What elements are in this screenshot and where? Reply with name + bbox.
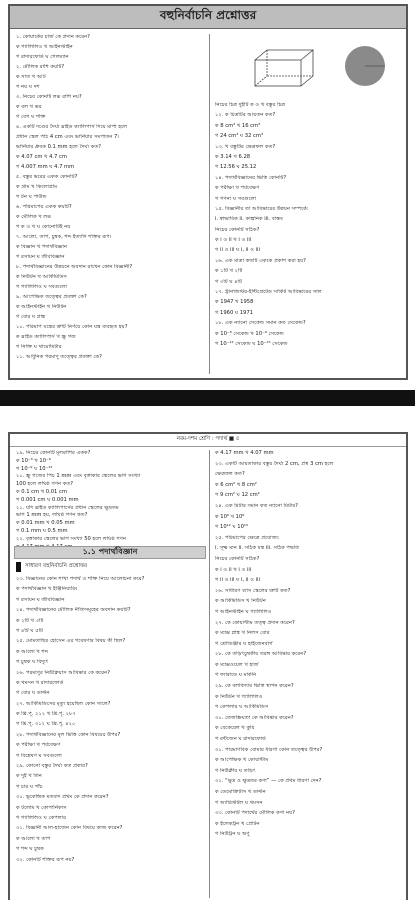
question-line: ক 4.17 mm খ 4.07 mm — [215, 450, 274, 456]
question-line: ২৪. এক মিটার সমান কত ন্যানো মিটার? — [215, 502, 298, 509]
question-line: ৬. পরিমাপের একক কয়টি? — [16, 204, 72, 210]
question-line: ক আলো খ শব্দ — [16, 648, 49, 655]
question-line: ক স্লাইড ক্যালিপার্স খ স্ক্রু গজ — [16, 334, 76, 340]
question-line: ১৩. খ বস্তুটির ক্ষেত্রফল কত? — [215, 143, 276, 150]
question-line: ভাগ 1 mm হয়, লঘিষ্ঠ গণন কত? — [16, 512, 88, 519]
question-line: গ নয় ঘ দশ — [16, 84, 40, 90]
question-line: গ ii ও iii ঘ i, ii ও iii — [215, 247, 260, 254]
question-line: ১২. ক চিত্রটির আয়তন কত? — [215, 112, 276, 119]
question-line: 100 হলে লঘিষ্ঠ গণন কত? — [16, 481, 74, 488]
left-question-column — [16, 34, 204, 364]
question-line: গ নিউক্লীয় ঘ তড়িৎ — [215, 767, 256, 774]
subsection-label — [16, 562, 206, 572]
question-line: ক পরীক্ষা খ পর্যবেক্ষণ — [16, 742, 61, 749]
question-line: ২৯. কোনো বস্তুর দৈর্ঘ্য কত প্রকার? — [16, 763, 88, 770]
question-line: গ ফ্যারাডে ঘ মার্কনি — [215, 672, 257, 679]
question-line: ৩৩. কোনটি পদার্থের মৌলিক কণা নয়? — [215, 810, 295, 817]
question-line: ১১. আধুনিক পরমাণু তত্ত্বের প্রবক্তা কে? — [16, 354, 102, 360]
question-line: ক 10⁶ খ 10⁹ — [215, 513, 245, 520]
question-line: ২৮. পদার্থবিজ্ঞানের মূল ভিত্তি কোন বিষয়ের উপর? — [16, 731, 121, 738]
right-question-column — [215, 102, 403, 351]
question-line: ১৯. নিচের কোনটি মূলরাশির একক? — [16, 450, 91, 456]
left-top-question-column — [16, 450, 204, 551]
column-divider — [209, 450, 210, 898]
question-line: ক 10⁻³ খ 10⁻⁶ — [16, 457, 51, 464]
question-line: ক আর্কিমিডিস খ নিউটন — [215, 598, 266, 605]
question-line: ক ম্যাক্সওয়েল খ হার্জ — [215, 661, 259, 668]
question-line: ২. মৌলিক রাশি কয়টি? — [16, 64, 65, 70]
question-line: i. স্বাভাবিক ii. কাল্পনিক iii. বাস্তব — [215, 216, 283, 223]
question-line: ক বেকেরেল খ কুরি — [215, 725, 255, 732]
question-line: ৩১. বিজ্ঞানী আল-হাজেন কোন বিষয়ে কাজ করেন? — [16, 825, 123, 832]
page-separator — [0, 390, 415, 406]
question-line: ক 3.14 খ 6.28 — [215, 153, 251, 160]
question-line: ক আলো খ তাপ — [16, 835, 51, 842]
question-line: ক 10⁻⁶ সেকেন্ড খ 10⁻⁹ সেকেন্ড — [215, 330, 284, 337]
question-line: ক i ও ii খ i ও iii — [215, 566, 252, 573]
question-line: গ খ্রি.পূ. ৩১২ ঘ খ্রি.পূ. ৪২০ — [16, 721, 76, 728]
question-line: ৩০. তেজস্ক্রিয়তা কে আবিষ্কার করেন? — [215, 714, 294, 721]
question-line: ক i ও ii খ i ও iii — [215, 237, 252, 244]
question-line: গ শ্রোডিঞ্জার ঘ হাইজেনবার্গ — [215, 640, 273, 647]
question-line: ২৪. পদার্থবিজ্ঞানের মৌলিক নীতিসমূহের অবদান কয়টি? — [16, 607, 131, 614]
question-line: গ শব্দ ঘ চুম্বক — [16, 846, 44, 853]
question-line: গ বোর ঘ প্লাঙ্ক — [16, 314, 46, 320]
section-band: ১.১ পদার্থবিজ্ঞান — [14, 546, 206, 559]
question-line: ২৫. মোমতাছির হোসেন এর গবেষণার বিষয় কী ছিল? — [16, 638, 126, 645]
column-divider — [209, 34, 210, 374]
question-line: ৪. একটি দণ্ডের দৈর্ঘ্য স্লাইড ক্যালিপার্স দিয়ে মাপা হলে — [16, 124, 128, 130]
question-line: ২৬. পরমাণুর নিউক্লিয়াস আবিষ্কার কে করেন? — [16, 669, 110, 676]
question-line: গ বেগ ঘ শক্তি — [16, 114, 46, 120]
question-line: ৩২. “ক্ষুদ্র ও ক্ষুদ্রতর কণা” — কে প্রথম ধারণা দেন? — [215, 778, 322, 785]
question-line: ক গ্রাম খ কিলোগ্রাম — [16, 184, 58, 190]
question-line: গ বোর ঘ ডাল্টন — [16, 690, 50, 697]
question-line: গ নিক্তি ঘ থামোমিটার — [16, 344, 62, 350]
question-line: ক আইনস্টাইন খ নিউটন — [16, 304, 67, 310]
question-line: গ রসায়ন ঘ জীববিজ্ঞান — [16, 596, 65, 603]
question-line: ক দুই খ তিন — [16, 773, 42, 780]
question-line: ক টলেমি খ কোপার্নিকাস — [16, 804, 67, 811]
question-line: ২৩. একটি আয়তাকার বস্তুর দৈর্ঘ্য 2 cm, প্রস্থ 3 cm হলে — [215, 460, 334, 467]
question-line: ২৩. বিজ্ঞানের কোন শাখা পদার্থ ও শক্তি নিয়ে আলোচনা করে? — [16, 576, 145, 582]
question-line: প্রধান স্কেল পাঠ 4 cm এবং ভার্নিয়ার সমপাতন 7। — [16, 134, 120, 140]
question-line: ক নিউটন খ গ্যালিলিও — [215, 693, 263, 700]
question-line: ক পদার্থবিজ্ঞান খ ইঞ্জিনিয়ারিং — [16, 586, 78, 593]
question-line: ২০. স্ক্রু গজের পিচ 1 mm এবং বৃত্তাকার স্কেলের ভাগ সংখ্যা — [16, 473, 141, 480]
question-line: গ টন ঘ পাউন্ড — [16, 194, 47, 200]
question-line: গ 10¹² ঘ 10¹⁵ — [215, 524, 249, 531]
question-line: ক বল খ ভর — [16, 104, 42, 110]
question-line: ক ডেমোক্রিটাস খ ডাল্টন — [215, 789, 266, 795]
question-line: ক ইলেকট্রন খ প্রোটন — [215, 820, 260, 827]
figure-cuboid-and-circle — [215, 42, 403, 98]
question-line: ক 8 cm³ খ 16 cm³ — [215, 122, 261, 129]
question-line: ক্ষেত্রফল কত? — [215, 471, 245, 478]
question-line: গ 12.56 ঘ 25.12 — [215, 164, 257, 171]
question-line: ১৫. বিজ্ঞানীর তা আবিষ্কারের উন্নয়ন সম্পর্কে: — [215, 205, 309, 212]
question-line: গ গ্যালিলিও ঘ কেপলার — [16, 814, 66, 821]
question-line: i. সূক্ষ্ম মান ii. সঠিক যন্ত্র iii. সঠিক পদ্ধতি — [215, 545, 300, 552]
question-line: গ চার ঘ পাঁচ — [16, 783, 43, 790]
question-line: ১৪. পদার্থবিজ্ঞানের ভিত্তি কোনটি? — [215, 174, 287, 181]
question-line: ২৭. আর্কিমিডিসের মৃত্যু হয়েছিল কোন সালে? — [16, 700, 111, 707]
question-line: ক পরীক্ষা খ পর্যবেক্ষণ — [215, 185, 260, 192]
question-line: নিচের চিত্র দুইটি ক ও খ বস্তুর চিত্র — [215, 102, 286, 108]
question-line: ২৫. পরিমাপের ক্ষেত্রে প্রযোজ্য: — [215, 534, 280, 541]
question-line: ১৭. ট্রানজিস্টর-ইন্টিগ্রেটেড সার্কিট আবিষ্কারের সাল — [215, 289, 322, 296]
section-banner: বহুনির্বাচনি প্রশ্নোত্তর — [10, 6, 406, 29]
question-line: গ অ্যারিস্টটল ঘ থমসন — [215, 799, 263, 806]
question-line: গ ৪টি ঘ ৫টি — [16, 627, 43, 634]
question-line: ক গ্যালিলিও খ আইনস্টাইন — [16, 44, 73, 50]
question-line: ২২. বৃত্তাকার স্কেলের ভাগ সংখ্যা 50 হলে লঘিষ্ঠ গণন — [16, 535, 127, 542]
question-line: গ গ্যালিলিও ঘ সবগুলো — [16, 284, 67, 290]
question-line: ৩০. ভূকেন্দ্রিক মতবাদ প্রথম কে প্রদান করেন? — [16, 794, 109, 801]
question-line: গ 10⁻¹² সেকেন্ড ঘ 10⁻¹⁵ সেকেন্ড — [215, 340, 288, 347]
question-line: ১০. পরিমাপ যন্ত্রের ত্রুটি নির্ণয়ে কোন যন্ত্র ব্যবহৃত হয়? — [16, 324, 128, 330]
question-line: ক আপেক্ষিক খ কোয়ান্টাম — [215, 757, 269, 764]
subsection-text: সাধারণ বহুনির্বাচনি প্রশ্নোত্তর — [25, 563, 87, 569]
page-header: নবম-দশম শ্রেণি : পদার্থ ■ ৫ — [10, 434, 406, 447]
question-line: নিচের কোনটি সঠিক? — [215, 226, 260, 233]
question-line: গ আইনস্টাইন ঘ গ্যালিলিও — [215, 608, 272, 615]
question-line: ক 6 cm² খ 8 cm² — [215, 481, 257, 488]
question-line: ৭. আলো, তাপ, চুম্বক, শব্দ ইত্যাদি শক্তির রূপ। — [16, 234, 112, 240]
question-line: ক খ্রি.পূ. ২১২ খ খ্রি.পূ. ২৮৭ — [16, 711, 76, 718]
question-line: গ ৩টি ঘ ৪টি — [215, 278, 242, 285]
question-line: ২৯. কে বলবিদ্যার ভিত্তি স্থাপন করেন? — [215, 683, 294, 690]
question-line: গ 10⁻⁹ ঘ 10⁻¹² — [16, 465, 53, 472]
question-line: গ ক ও খ ঘ কোনোটিই নয় — [16, 224, 71, 230]
question-line: ক ম্যাক্স প্লাঙ্ক খ নিলস বোর — [215, 630, 270, 637]
question-line: গ নিউট্রন ঘ অণু — [215, 831, 250, 838]
figure-area — [215, 42, 403, 98]
question-line: ১. কোয়ার্কের চার্জ কে প্রদান করেন? — [16, 34, 90, 40]
question-line: ৩২. কোনটি শক্তির রূপ নয়? — [16, 856, 75, 863]
question-line: গ 0.1 mm ঘ 0.5 mm — [16, 527, 68, 534]
question-line: ৩. নিচের কোনটি লব্ধ রাশি নয়? — [16, 94, 82, 100]
question-line: গ 4.007 mm ঘ 4.7 mm — [16, 164, 75, 170]
question-line: নিচের কোনটি সঠিক? — [215, 555, 260, 562]
question-line: ১৬. এক মাত্রা কতটি এককে প্রকাশ করা হয়? — [215, 257, 306, 264]
question-line: ক ১টি খ ২টি — [215, 268, 243, 275]
question-line: গ রাদারফোর্ড ঘ গেলম্যান — [16, 54, 69, 60]
page-top — [8, 4, 408, 380]
question-line: ক মৌলিক খ লব্ধ — [16, 214, 52, 220]
question-line: ৩১. পারমাণবিক বোমার ধারণা কোন তত্ত্বের উপর? — [215, 746, 323, 753]
question-line: ক নিউটন খ আর্কিমিডিস — [16, 274, 67, 280]
question-line: ২৭. কে কোয়ান্টাম তত্ত্ব প্রদান করেন? — [215, 619, 295, 626]
question-line: গ গণনা ঘ সবগুলো — [215, 195, 257, 202]
question-line: ক থমসন খ রাদারফোর্ড — [16, 679, 64, 686]
question-line: ক সাত খ আট — [16, 74, 46, 80]
page-bottom — [8, 432, 408, 900]
question-line: ৮. পদার্থবিজ্ঞানের উন্নয়নে অবদান রাখেন কোন বিজ্ঞানী? — [16, 264, 133, 270]
question-line: ২১. যদি স্লাইড ক্যালিপার্সের প্রধান স্কেলের ক্ষুদ্রতম — [16, 504, 119, 511]
left-bottom-question-column — [16, 576, 204, 867]
question-line: ২৬. সাধারণ ব্যাস স্কেলের ত্রুটি কত? — [215, 587, 291, 594]
question-line: গ বিশ্লেষণ ঘ সবগুলো — [16, 752, 62, 759]
question-line: ক বিজ্ঞান খ পদার্থবিজ্ঞান — [16, 244, 67, 250]
question-line: ক ২টি খ ৩টি — [16, 617, 44, 624]
question-line: গ 24 cm³ ঘ 32 cm³ — [215, 133, 264, 140]
question-line: গ রসায়ন ঘ জীববিজ্ঞান — [16, 254, 65, 260]
question-line: ২৮. কে তড়িৎচুম্বকীয় তরঙ্গ আবিষ্কার করেন? — [215, 651, 307, 658]
question-line: ক 1947 খ 1958 — [215, 299, 254, 306]
right-question-column — [215, 450, 403, 842]
question-line: গ রন্টজেন ঘ রাদারফোর্ড — [215, 736, 266, 743]
question-line: ১৮. এক ন্যানো সেকেন্ড সমান কত সেকেন্ড? — [215, 320, 306, 327]
question-line: ৯. আপেক্ষিক তত্ত্বের প্রবক্তা কে? — [16, 294, 87, 300]
question-line: ক 4.07 cm খ 4.7 cm — [16, 154, 67, 160]
question-line: গ 0.001 cm ঘ 0.001 mm — [16, 496, 79, 503]
question-line: গ 1960 ঘ 1971 — [215, 309, 253, 316]
question-line: ক 0.1 cm খ 0.01 cm — [16, 488, 67, 495]
question-line: গ ii ও iii ঘ i, ii ও iii — [215, 577, 260, 584]
bullet-block — [16, 562, 21, 572]
question-line: ৫. বস্তুর ভরের একক কোনটি? — [16, 174, 78, 180]
question-line: ভার্নিয়ার ধ্রুবক 0.1 mm হলে দৈর্ঘ্য কত? — [16, 144, 102, 150]
question-line: গ চুম্বক ঘ বিদ্যুৎ — [16, 659, 49, 666]
question-line: ক 0.01 mm খ 0.05 mm — [16, 520, 75, 527]
question-line: গ 9 cm² ঘ 12 cm² — [215, 492, 260, 499]
question-line: গ কেপলার ঘ আর্কিমিডিস — [215, 704, 269, 711]
